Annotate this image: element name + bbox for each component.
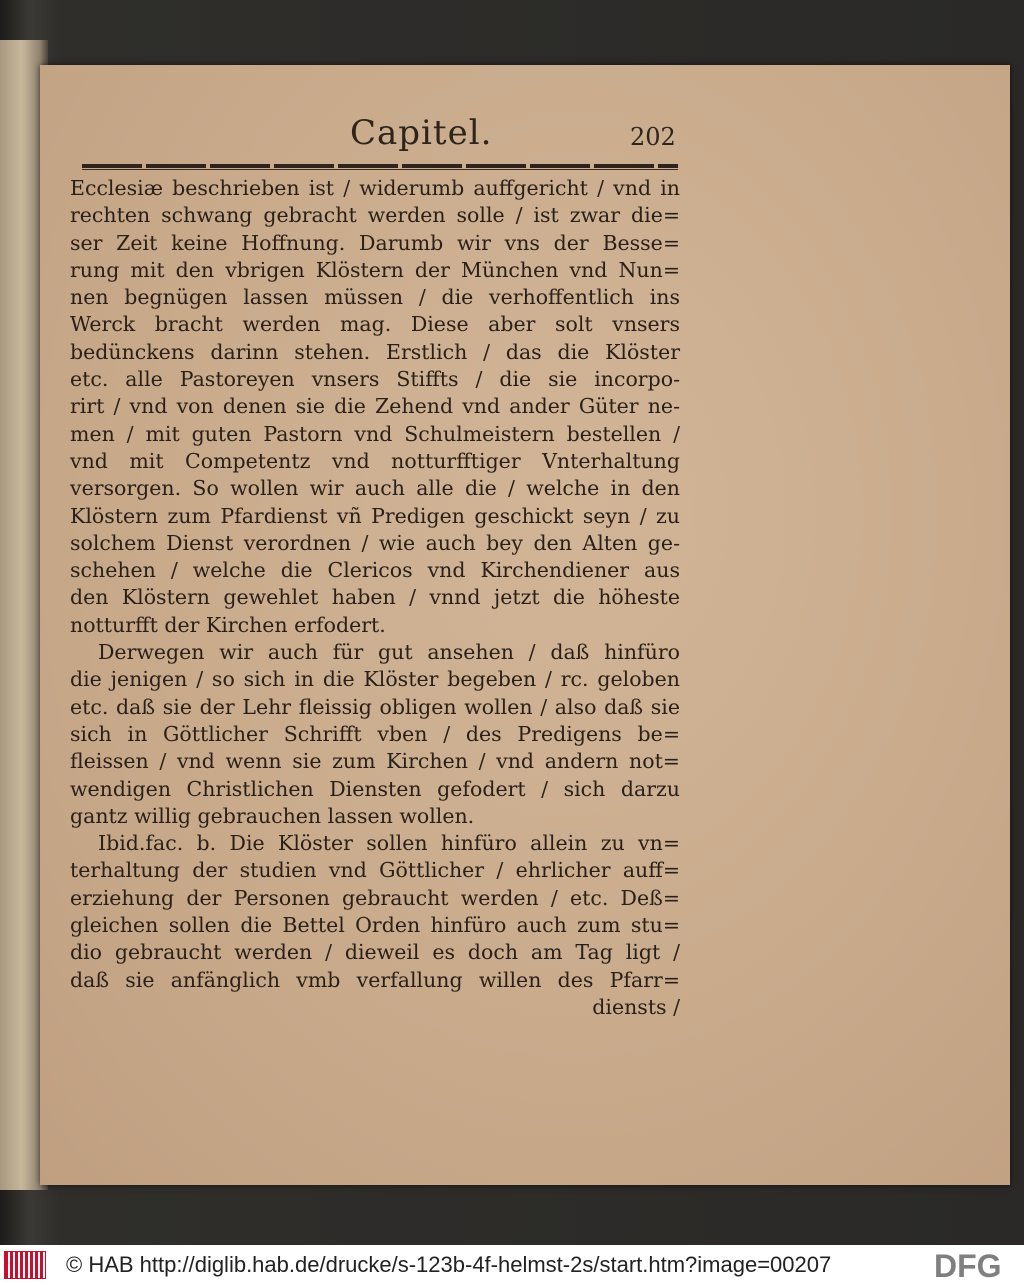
text-line: nen begnügen lassen müssen / die verhoffentlich ins	[70, 285, 680, 310]
text-line: vnd mit Competentz vnd notturfftiger Vnterhaltung	[70, 448, 680, 473]
text-line: rirt / vnd von denen sie die Zehend vnd ander Güter ne-	[70, 394, 680, 419]
text-line: versorgen. So wollen wir auch alle die / welche in den	[70, 476, 680, 501]
text-line: gantz willig gebrauchen lassen wollen.	[70, 803, 475, 828]
page-number: 202	[630, 123, 676, 151]
text-line: wendigen Christlichen Diensten gefodert / sich darzu	[70, 776, 680, 801]
text-line: den Klöstern gewehlet haben / vnnd jetzt die höheste	[70, 585, 680, 610]
text-line: die jenigen / so sich in die Klöster begeben / rc. geloben	[70, 667, 680, 692]
text-line: schehen / welche die Clericos vnd Kirchendiener aus	[70, 558, 680, 583]
text-line: fleissen / vnd wenn sie zum Kirchen / vnd andern not=	[70, 749, 680, 774]
text-line: sich in Göttlicher Schrifft vben / des Predigens be=	[70, 721, 680, 746]
text-line: etc. alle Pastoreyen vnsers Stiffts / die sie incorpo-	[70, 367, 680, 392]
text-line: bedünckens darinn stehen. Erstlich / das die Klöster	[70, 339, 680, 364]
text-line: terhaltung der studien vnd Göttlicher / ehrlicher auff=	[70, 858, 680, 883]
header-rule-thin	[82, 169, 678, 170]
text-line: daß sie anfänglich vmb verfallung willen des Pfarr=	[70, 967, 680, 992]
text-line: ser Zeit keine Hoffnung. Darumb wir vns der Besse=	[70, 230, 680, 255]
barcode-icon	[4, 1251, 46, 1279]
text-line: gleichen sollen die Bettel Orden hinfüro auch zum stu=	[70, 913, 680, 938]
copyright-link[interactable]: © HAB http://diglib.hab.de/drucke/s-123b-4f-helmst-2s/start.htm?image=00207	[66, 1252, 832, 1277]
text-line: Werck bracht werden mag. Diese aber solt vnsers	[70, 312, 680, 337]
text-line: men / mit guten Pastorn vnd Schulmeistern bestellen /	[70, 421, 680, 446]
dfg-logo: DFG	[934, 1248, 1002, 1284]
text-line: etc. daß sie der Lehr fleissig obligen wollen / also daß sie	[70, 694, 680, 719]
catchword: diensts /	[592, 994, 680, 1019]
text-line: Klöstern zum Pfardienst vñ Predigen geschickt seyn / zu	[70, 503, 680, 528]
header-rule	[82, 164, 678, 168]
text-line: Derwegen wir auch für gut ansehen / daß hinfüro	[98, 640, 680, 665]
running-head: Capitel.	[350, 113, 493, 153]
text-line: notturfft der Kirchen erfodert.	[70, 612, 386, 637]
text-line: erziehung der Personen gebraucht werden / etc. Deß=	[70, 885, 680, 910]
text-line: rung mit den vbrigen Klöstern der München vnd Nun=	[70, 257, 680, 282]
book-page	[40, 65, 1010, 1185]
text-line: Ibid.fac. b. Die Klöster sollen hinfüro allein zu vn=	[98, 831, 680, 856]
body-text	[70, 175, 680, 1021]
text-line: dio gebraucht werden / dieweil es doch am Tag ligt /	[70, 940, 680, 965]
text-line: solchem Dienst verordnen / wie auch bey den Alten ge-	[70, 530, 680, 555]
text-line: rechten schwang gebracht werden solle / ist zwar die=	[70, 203, 680, 228]
text-line: Ecclesiæ beschrieben ist / widerumb auffgericht / vnd in	[70, 176, 680, 200]
